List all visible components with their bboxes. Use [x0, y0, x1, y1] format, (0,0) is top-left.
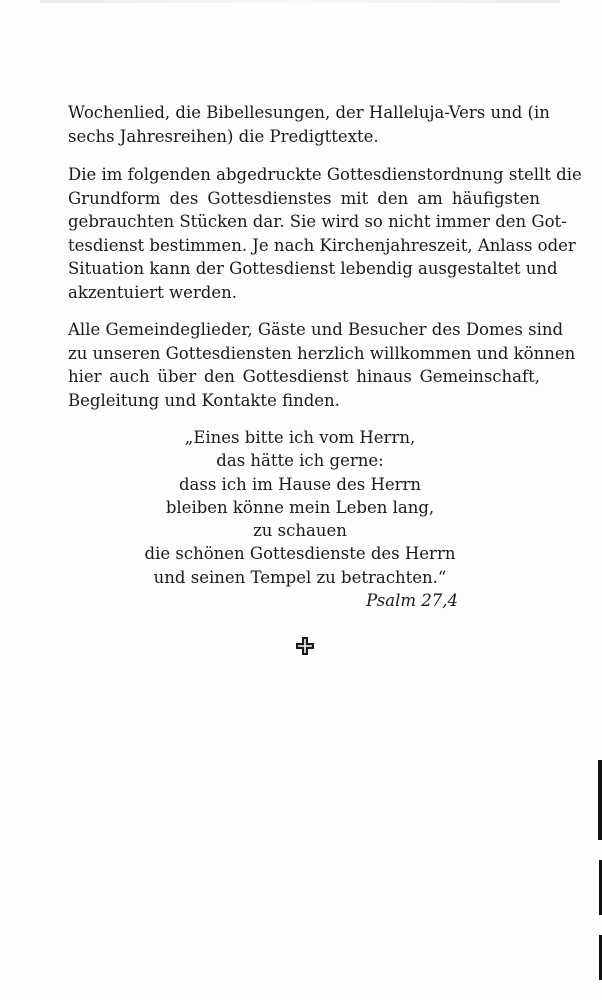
text-line: zu unseren Gottesdiensten herzlich willkommen und können	[68, 343, 576, 363]
quote-line: zu schauen	[253, 521, 347, 541]
text-line: sechs Jahresreihen) die Predigttexte.	[68, 126, 379, 146]
text-line: akzentuiert werden.	[68, 282, 237, 302]
quote-reference: Psalm 27,4	[366, 591, 458, 611]
paragraph-welcome	[68, 318, 576, 412]
quote-line: die schönen Gottesdienste des Herrn	[144, 544, 456, 564]
psalm-quote	[100, 426, 500, 612]
quote-line: „Eines bitte ich vom Herrn,	[184, 428, 416, 447]
paragraph-order-of-service	[68, 163, 582, 304]
text-line: Situation kann der Gottesdienst lebendig ausgestaltet und	[68, 259, 558, 278]
text-line: Grundform des Gottesdienstes mit den am häufigsten	[68, 188, 540, 208]
quote-line: bleiben könne mein Leben lang,	[165, 497, 435, 517]
text-line: Wochenlied, die Bibellesungen, der Halleluja-Vers und (in	[68, 103, 550, 122]
binding-edge-mark	[598, 760, 602, 840]
text-line: tesdienst bestimmen. Je nach Kirchenjahreszeit, Anlass oder	[68, 235, 576, 255]
page-top-edge	[40, 0, 560, 3]
quote-line: und seinen Tempel zu betrachten.“	[153, 567, 447, 587]
text-line: gebrauchten Stücken dar. Sie wird so nicht immer den Got-	[68, 212, 567, 231]
text-line: hier auch über den Gottesdienst hinaus Gemeinschaft,	[68, 367, 540, 386]
text-line: Alle Gemeindeglieder, Gäste und Besucher des Domes sind	[68, 320, 564, 339]
quote-line: das hätte ich gerne:	[216, 451, 384, 471]
cross-icon	[295, 636, 315, 656]
quote-line: dass ich im Hause des Herrn	[178, 474, 422, 494]
text-line: Die im folgenden abgedruckte Gottesdienstordnung stellt die	[68, 165, 582, 184]
text-line: Begleitung und Kontakte finden.	[68, 390, 340, 410]
paragraph-intro	[68, 101, 550, 148]
